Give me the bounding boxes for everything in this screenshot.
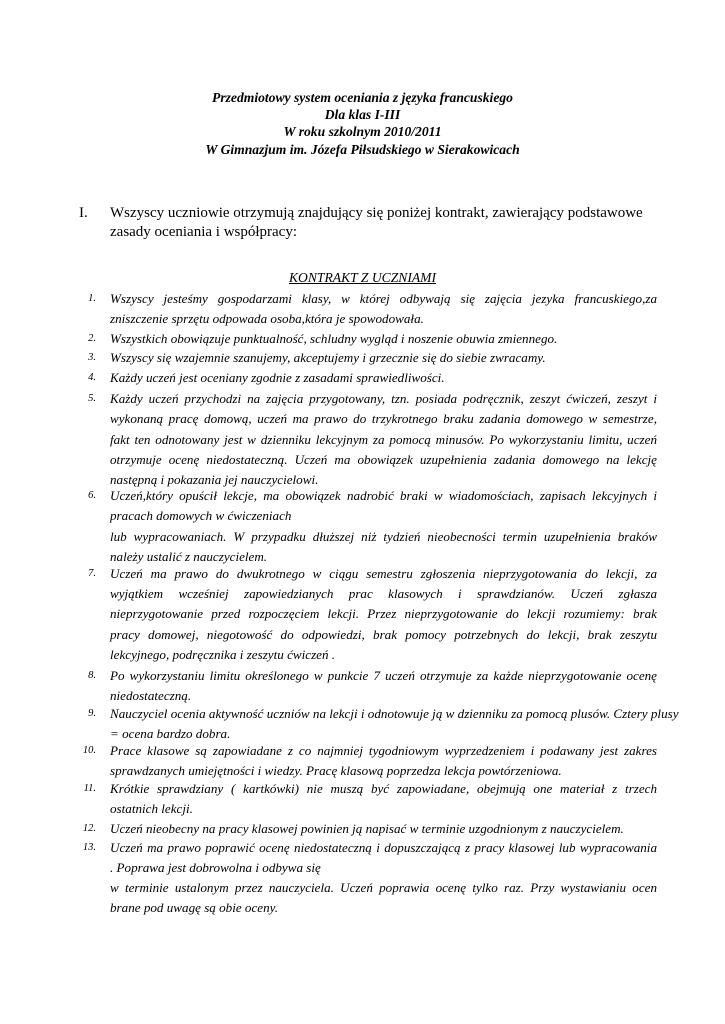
rule-number: 9.	[88, 708, 96, 719]
document-title	[0, 89, 725, 158]
title-line-school-year: W roku szkolnym 2010/2011	[283, 124, 442, 140]
section-intro-line: Wszyscy uczniowie otrzymują znajdujący się poniżej kontrakt, zawierający podstawowe	[110, 205, 643, 221]
title-line-subject: Przedmiotowy system oceniania z języka francuskiego	[212, 90, 513, 105]
contract-heading: KONTRAKT Z UCZNIAMI	[288, 270, 437, 285]
rule-text-line: zniszczenie sprzętu odpowada osoba,która je spowodowała.	[110, 311, 424, 326]
rule-text-line: wykonaną pracę domową, uczeń ma prawo do trzykrotnego braku zadania domowego w semestrze,	[110, 411, 657, 426]
rule-number: 8.	[88, 670, 96, 681]
rule-text-line: lekcyjnego, podręcznika i zeszytu ćwiczeń .	[110, 647, 336, 662]
rule-text-line: Uczeń,który opuścił lekcje, ma obowiązek nadrobić braki w wiadomościach, zapisach lekcyjnych i	[110, 488, 657, 503]
rule-number: 2.	[88, 333, 96, 344]
section-intro	[110, 204, 670, 242]
rule-text-line: Każdy uczeń jest oceniany zgodnie z zasadami sprawiedliwości.	[110, 370, 445, 385]
rule-text-line: otrzymuje ocenę niedostateczną. Uczeń ma obowiązek uzupełnienia zadania domowego na lekcję	[110, 452, 657, 467]
rule-text-line: Wszyscy się wzajemnie szanujemy, akceptujemy i grzecznie się do siebie zwracamy.	[110, 350, 546, 365]
rule-text-line: Po wykorzystaniu limitu określonego w punkcie 7 uczeń otrzymuje za każde nieprzygotowanie ocenę	[110, 668, 657, 683]
section-number: I.	[79, 205, 88, 221]
rule-text-line: sprawdzanych umiejętności i wiedzy. Pracę klasową poprzedza lekcja powtórzeniowa.	[110, 763, 562, 778]
rule-text-line: Uczeń nieobecny na pracy klasowej powinien ją napisać w terminie uzgodnionym z nauczycielem.	[110, 821, 624, 836]
rule-text-line: następną i pokazania jej nauczycielowi.	[110, 472, 319, 487]
rule-text-line: pracy domowej, niegotowość do odpowiedzi, brak pomocy potrzebnych do lekcji, brak zeszytu	[110, 627, 657, 642]
rule-text-line: nieprzygotowanie przed rozpoczęciem lekcji. Przez nieprzygotowanie do lekcji rozumiemy: brak	[110, 606, 657, 621]
rule-number: 1.	[88, 293, 96, 304]
rule-text-line: Wszystkich obowiązuje punktualność, schludny wygląd i noszenie obuwia zmiennego.	[110, 331, 558, 346]
rule-text-line: należy ustalić z nauczycielem.	[110, 549, 268, 564]
rule-number: 5.	[88, 393, 96, 404]
title-line-school: W Gimnazjum im. Józefa Piłsudskiego w Sierakowicach	[205, 141, 520, 157]
rule-text-line: Uczeń ma prawo poprawić ocenę niedostateczną i dopuszczającą z pracy klasowej lub wypracowania	[110, 840, 657, 855]
rule-number: 10.	[82, 745, 96, 756]
rule-number: 4.	[88, 372, 96, 383]
rule-text-line: lub wypracowaniach. W przypadku dłuższej niż tydzień nieobecności termin uzupełnienia braków	[110, 529, 657, 544]
rule-text-line: Prace klasowe są zapowiadane z co najmniej tygodniowym wyprzedzeniem i podawany jest zakres	[110, 743, 657, 758]
rule-number: 3.	[88, 352, 96, 363]
rule-number: 13.	[82, 842, 96, 853]
title-line-classes: Dla klas I-III	[324, 107, 401, 123]
rule-text-line: Każdy uczeń przychodzi na zajęcia przygotowany, tzn. posiada podręcznik, zeszyt ćwiczeń, zeszyt i	[110, 391, 657, 406]
rule-text-line: niedostateczną.	[110, 688, 192, 703]
rule-text-line: . Poprawa jest dobrowolna i odbywa się	[110, 860, 321, 875]
section-intro-line: zasady oceniania i współpracy:	[110, 224, 298, 240]
rule-text-line: brane pod uwagę są obie oceny.	[110, 900, 279, 915]
rule-text-line: w terminie ustalonym przez nauczyciela. Uczeń poprawia ocenę tylko raz. Przy wystawianiu ocen	[110, 880, 657, 895]
rule-number: 12.	[82, 823, 96, 834]
rule-text-line: Nauczyciel ocenia aktywność uczniów na lekcji i odnotowuje ją w dzienniku za pomocą plusów. Cztery plusy	[110, 706, 679, 721]
rule-text-line: pracach domowych w ćwiczeniach	[110, 508, 292, 523]
rule-text-line: wyjątkiem wcześniej zapowiedzianych prac klasowych i sprawdzianów. Uczeń zgłasza	[110, 586, 657, 601]
rule-text-line: Uczeń ma prawo do dwukrotnego w ciągu semestru zgłoszenia nieprzygotowania do lekcji, za	[110, 566, 657, 581]
rule-text-line: Wszyscy jesteśmy gospodarzami klasy, w której odbywają się zajęcia jezyka francuskiego,za	[110, 291, 657, 306]
rule-text-line: = ocena bardzo dobra.	[110, 726, 231, 741]
rule-number: 7.	[88, 568, 96, 579]
rule-number: 11.	[83, 783, 96, 794]
rule-text-line: Krótkie sprawdziany ( kartkówki) nie muszą być zapowiadane, obejmują one materiał z trzech	[110, 781, 657, 796]
rule-number: 6.	[88, 490, 96, 501]
rule-text-line: fakt ten odnotowany jest w dzienniku lekcyjnym za pomocą minusów. Po wykorzystaniu limitu, uczeń	[110, 432, 657, 447]
rule-text-line: ostatnich lekcji.	[110, 801, 193, 816]
